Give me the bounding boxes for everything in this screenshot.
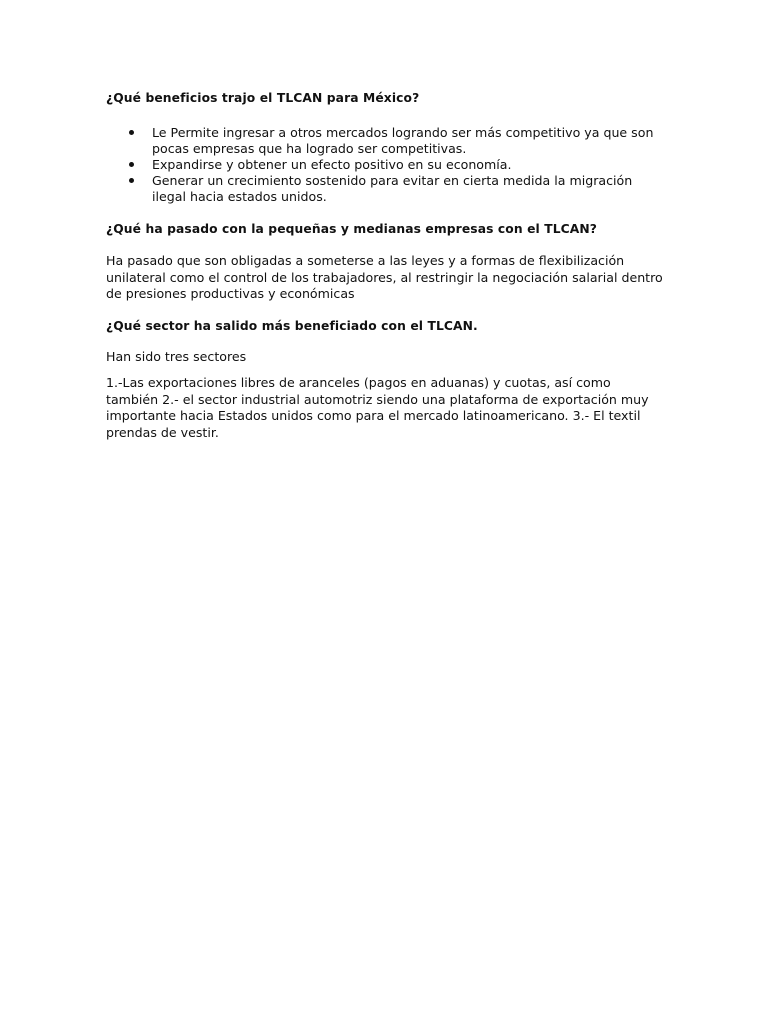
benefits-list (106, 125, 666, 205)
bullet-icon (129, 130, 134, 135)
list-item-text: Le Permite ingresar a otros mercados logrando ser más competitivo ya que son pocas empresas que ha logrado ser competitivas. (152, 125, 654, 156)
heading-sector: ¿Qué sector ha salido más beneficiado con el TLCAN. (106, 318, 478, 333)
document-page (106, 90, 666, 441)
bullet-icon (129, 162, 134, 167)
heading-pymes: ¿Qué ha pasado con la pequeñas y medianas empresas con el TLCAN? (106, 222, 597, 236)
list-item (106, 125, 666, 157)
paragraph-pymes: Ha pasado que son obligadas a someterse a las leyes y a formas de flexibilización unilateral como el control de los trabajadores, al restringir la negociación salarial dentro de presiones productivas y económicas (106, 253, 663, 301)
heading-benefits: ¿Qué beneficios trajo el TLCAN para México? (106, 91, 420, 105)
list-item (106, 173, 666, 205)
paragraph-sectors: 1.-Las exportaciones libres de aranceles (pagos en aduanas) y cuotas, así como también 2.- el sector industrial automotriz siendo una plataforma de exportación muy importante hacia Estados unidos como para el mercado latinoamericano. 3.- El textil prendas de vestir. (106, 375, 649, 440)
list-item-text: Expandirse y obtener un efecto positivo en su economía. (152, 157, 512, 172)
paragraph-intro: Han sido tres sectores (106, 348, 247, 364)
list-item (106, 157, 666, 173)
bullet-icon (129, 178, 134, 183)
list-item-text: Generar un crecimiento sostenido para evitar en cierta medida la migración ilegal hacia estados unidos. (152, 173, 633, 204)
